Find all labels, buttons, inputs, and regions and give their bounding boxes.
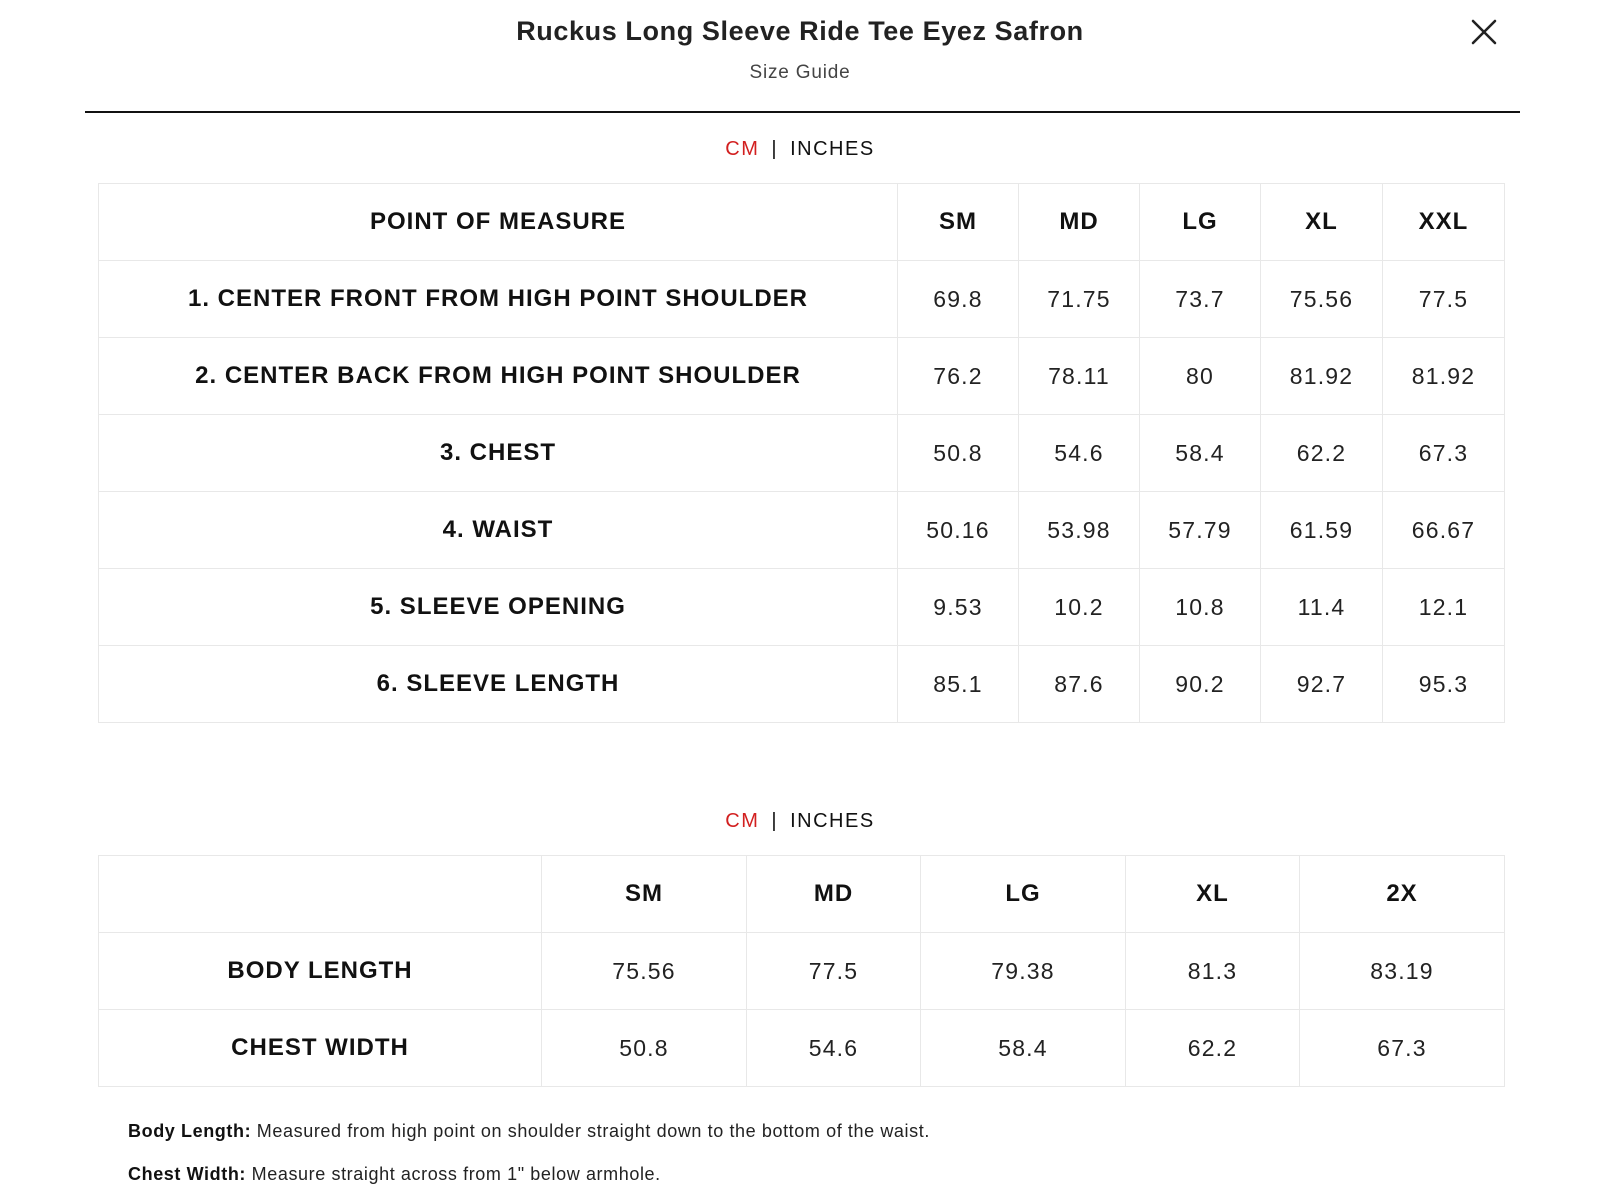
table-cell: 87.6 [1019, 646, 1140, 723]
table-row [99, 415, 1505, 492]
table-cell: 58.4 [921, 1010, 1126, 1087]
row-label: 5. SLEEVE OPENING [99, 569, 898, 646]
table-cell: 81.3 [1126, 933, 1300, 1010]
header-cell-md: MD [747, 856, 921, 933]
table-cell: 54.6 [747, 1010, 921, 1087]
table-cell: 83.19 [1300, 933, 1505, 1010]
table-cell: 9.53 [898, 569, 1019, 646]
table-header-row [99, 856, 1505, 933]
note-chest-width [128, 1164, 661, 1185]
table-cell: 95.3 [1383, 646, 1505, 723]
table-cell: 50.16 [898, 492, 1019, 569]
table-row [99, 569, 1505, 646]
table-cell: 79.38 [921, 933, 1126, 1010]
unit-separator: | [771, 810, 779, 832]
table-header-row [99, 184, 1505, 261]
note-term: Body Length: [128, 1121, 252, 1141]
row-label: 3. CHEST [99, 415, 898, 492]
table-cell: 73.7 [1140, 261, 1261, 338]
table-cell: 53.98 [1019, 492, 1140, 569]
header-cell-xl: XL [1126, 856, 1300, 933]
table-cell: 57.79 [1140, 492, 1261, 569]
table-cell: 62.2 [1126, 1010, 1300, 1087]
page-subtitle: Size Guide [749, 62, 851, 83]
header-cell-2x: 2X [1300, 856, 1505, 933]
header-cell-sm: SM [898, 184, 1019, 261]
header-cell-empty [99, 856, 542, 933]
table-cell: 10.2 [1019, 569, 1140, 646]
table-cell: 66.67 [1383, 492, 1505, 569]
unit-toggle [0, 138, 1600, 161]
table-cell: 77.5 [1383, 261, 1505, 338]
table-row [99, 933, 1505, 1010]
table-cell: 54.6 [1019, 415, 1140, 492]
note-text: Measured from high point on shoulder straight down to the bottom of the waist. [251, 1121, 930, 1141]
table-cell: 77.5 [747, 933, 921, 1010]
header-cell-md: MD [1019, 184, 1140, 261]
table-cell: 58.4 [1140, 415, 1261, 492]
row-label: 2. CENTER BACK FROM HIGH POINT SHOULDER [99, 338, 898, 415]
header-cell-xl: XL [1261, 184, 1383, 261]
table-row [99, 1010, 1505, 1087]
table-cell: 76.2 [898, 338, 1019, 415]
table-cell: 50.8 [898, 415, 1019, 492]
table-row [99, 338, 1505, 415]
table-cell: 11.4 [1261, 569, 1383, 646]
table-cell: 50.8 [542, 1010, 747, 1087]
header-cell-sm: SM [542, 856, 747, 933]
table-cell: 62.2 [1261, 415, 1383, 492]
table-cell: 75.56 [542, 933, 747, 1010]
table-cell: 61.59 [1261, 492, 1383, 569]
table-cell: 67.3 [1383, 415, 1505, 492]
table-cell: 85.1 [898, 646, 1019, 723]
unit-toggle [0, 810, 1600, 833]
header-cell-xxl: XXL [1383, 184, 1505, 261]
note-body-length [128, 1121, 930, 1142]
unit-inches-link[interactable]: INCHES [790, 138, 875, 160]
page-title: Ruckus Long Sleeve Ride Tee Eyez Safron [516, 16, 1084, 46]
unit-inches-link[interactable]: INCHES [790, 810, 875, 832]
row-label: BODY LENGTH [99, 933, 542, 1010]
table-cell: 67.3 [1300, 1010, 1505, 1087]
note-term: Chest Width: [128, 1164, 247, 1184]
table-row [99, 646, 1505, 723]
table-cell: 69.8 [898, 261, 1019, 338]
header-cell-lg: LG [1140, 184, 1261, 261]
row-label: 1. CENTER FRONT FROM HIGH POINT SHOULDER [99, 261, 898, 338]
header-divider [85, 111, 1520, 113]
table-cell: 90.2 [1140, 646, 1261, 723]
table-cell: 71.75 [1019, 261, 1140, 338]
table-cell: 80 [1140, 338, 1261, 415]
table-cell: 12.1 [1383, 569, 1505, 646]
body-size-table [98, 855, 1505, 1087]
close-button[interactable] [1464, 12, 1504, 52]
table-cell: 92.7 [1261, 646, 1383, 723]
measure-table [98, 183, 1505, 723]
table-cell: 10.8 [1140, 569, 1261, 646]
table-cell: 81.92 [1383, 338, 1505, 415]
note-text: Measure straight across from 1" below armhole. [246, 1164, 661, 1184]
table-cell: 75.56 [1261, 261, 1383, 338]
unit-cm-link[interactable]: CM [725, 138, 760, 160]
header-cell-point-of-measure: POINT OF MEASURE [99, 184, 898, 261]
unit-separator: | [771, 138, 779, 160]
table-cell: 81.92 [1261, 338, 1383, 415]
table-row [99, 492, 1505, 569]
header-cell-lg: LG [921, 856, 1126, 933]
table-cell: 78.11 [1019, 338, 1140, 415]
unit-cm-link[interactable]: CM [725, 810, 760, 832]
row-label: CHEST WIDTH [99, 1010, 542, 1087]
table-row [99, 261, 1505, 338]
close-icon [1464, 12, 1504, 52]
row-label: 4. WAIST [99, 492, 898, 569]
row-label: 6. SLEEVE LENGTH [99, 646, 898, 723]
